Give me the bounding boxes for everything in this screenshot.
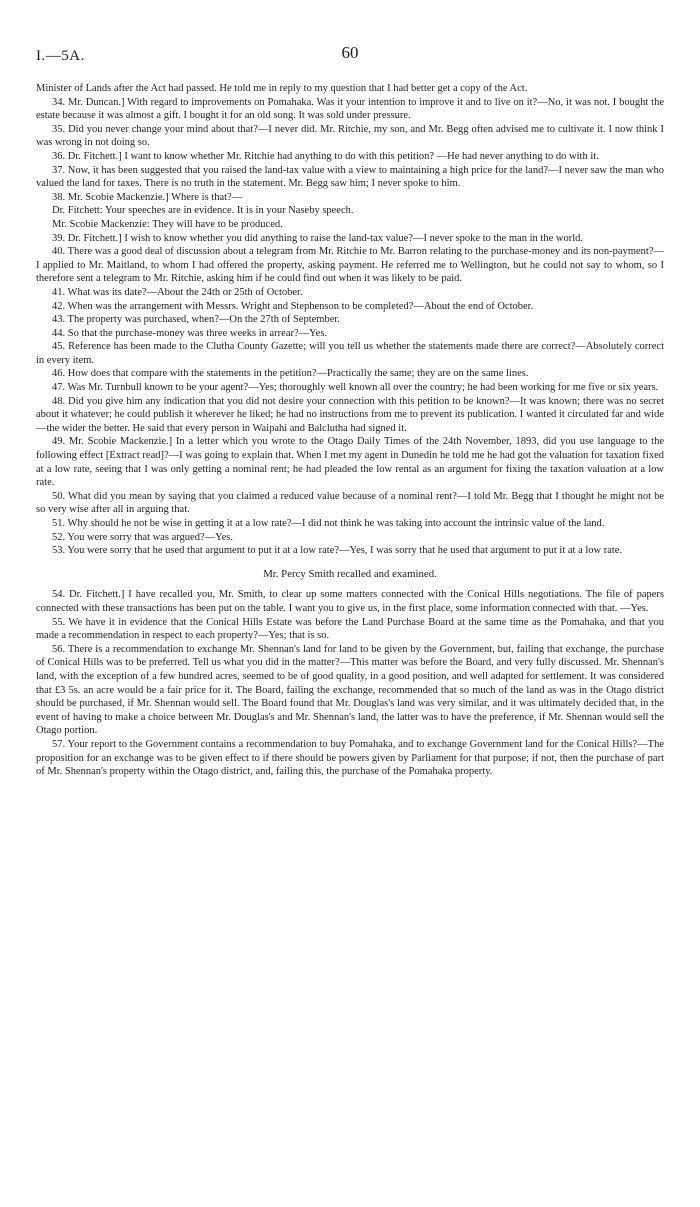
paragraph: 48. Did you give him any indication that you did not desire your connection with this petition to be known?—It was known; there was no secret about it whatever; he could publish it wherever he liked; he had no instructions from me to prevent its publication. I wanted it circulated far and wide—the wider the better. He said that every person in Waipahi and Balclutha had signed it. bbox=[36, 395, 664, 434]
paragraph: 54. Dr. Fitchett.] I have recalled you, Mr. Smith, to clear up some matters connected with the Conical Hills negotiations. The file of papers connected with these transactions has been put on the table. I want you to give us, in the first place, some information connected with that. —Yes. bbox=[36, 589, 664, 614]
paragraph: 50. What did you mean by saying that you claimed a reduced value because of a nominal rent?—I told Mr. Begg that I thought he might not be so very wise after all in arguing that. bbox=[36, 490, 664, 516]
paragraph: 47. Was Mr. Turnbull known to be your agent?—Yes; thoroughly well known all over the country; he had been working for me five or six years. bbox=[52, 382, 659, 394]
paragraph: 39. Dr. Fitchett.] I wish to know whether you did anything to raise the land-tax value?—I never spoke to the man in the world. bbox=[52, 232, 584, 244]
page-header-ref: I.—5A. bbox=[36, 48, 85, 64]
document-body bbox=[36, 82, 664, 779]
paragraph: 51. Why should he not be wise in getting it at a low rate?—I did not think he was taking into account the intrinsic value of the land. bbox=[52, 518, 605, 529]
paragraph: 57. Your report to the Government contains a recommendation to buy Pomahaka, and to exchange Government land for the Conical Hills?—The proposition for an exchange was to be given effect to if there should be powers given by Parliament for that purpose; if not, then the purchase of part of Mr. Shennan's property within the Otago district, and, failing this, the purchase of the Pomahaka property. bbox=[36, 738, 664, 778]
paragraph: 36. Dr. Fitchett.] I want to know whether Mr. Ritchie had anything to do with this petition? —He had never anything to do with it. bbox=[52, 150, 599, 162]
paragraph: 56. There is a recommendation to exchange Mr. Shennan's land for land to be given by the Government, but, failing that exchange, the purchase of Conical Hills was to be preferred. Tell us what you did in the matter?—This matter was before the Board, and very fully discussed. Mr. Shennan's land, with the exception of a few hundred acres, seemed to be of good quality, in a good position, and well adapted for settlement. It was considered that £3 5s. an acre would be a fair price for it. The Board, failing the exchange, recommended that so much of the land as was in the Otago district should be purchased, if Mr. Shennan would sell. The Board found that Mr. Douglas's land was very similar, and it was ultimately decided that, in the event of having to make a choice between Mr. Douglas's and Mr. Shennan's land, the latter was to have the preference, if Mr. Shennan would sell the Otago portion. bbox=[36, 643, 664, 737]
paragraph: 41. What was its date?—About the 24th or 25th of October. bbox=[52, 286, 303, 298]
paragraph: 55. We have it in evidence that the Conical Hills Estate was before the Land Purchase Board at the same time as the Pomahaka, and that you made a recommendation in respect to each property?—Yes; that is so. bbox=[36, 616, 664, 642]
paragraph: 49. Mr. Scobie Mackenzie.] In a letter which you wrote to the Otago Daily Times of the 24th November, 1893, did you use language to the following effect [Extract read]?—I was going to explain that. When I met my agent in Dunedin he told me he had got the valuation for taxation fixed at a low rate, seeing that I was only getting a nominal rent; he had pleaded the low rental as an argument for fixing the taxation valuation at a low rate. bbox=[36, 436, 664, 489]
paragraph: 40. There was a good deal of discussion about a telegram from Mr. Ritchie to Mr. Barron relating to the purchase-money and its non-payment?—I applied to Mr. Maitland, to whom I had offered the property, asking payment. He referred me to Wellington, but he could not say to whom, so I therefore sent a telegram to Mr. Ritchie, asking him if he could find out when it was likely to be paid. bbox=[36, 246, 664, 285]
page-number: 60 bbox=[341, 43, 359, 62]
paragraph: 53. You were sorry that he used that argument to put it at a low rate?—Yes, I was sorry that he used that argument to put it at a low rate. bbox=[52, 545, 623, 557]
paragraph: 44. So that the purchase-money was three weeks in arrear?—Yes. bbox=[52, 327, 328, 339]
paragraph: 43. The property was purchased, when?—On the 27th of September. bbox=[52, 314, 340, 326]
section-heading: Mr. Percy Smith recalled and examined. bbox=[263, 567, 437, 580]
paragraph: 46. How does that compare with the statements in the petition?—Practically the same; they are on the same lines. bbox=[52, 368, 529, 380]
paragraph: Minister of Lands after the Act had passed. He told me in reply to my question that I had better get a copy of the Act. bbox=[36, 83, 528, 94]
paragraph: Mr. Scobie Mackenzie: They will have to be produced. bbox=[52, 218, 283, 230]
paragraph: 42. When was the arrangement with Messrs. Wright and Stephenson to be completed?—About the end of October. bbox=[52, 300, 534, 312]
paragraph: 34. Mr. Duncan.] With regard to improvements on Pomahaka. Was it your intention to improve it and to live on it?—No, it was not. I bought the estate because it was almost a gift. I bought it for an old song. It was sold under pressure. bbox=[36, 96, 664, 122]
paragraph: 45. Reference has been made to the Clutha County Gazette; will you tell us whether the statements made there are correct?—Absolutely correct in every item. bbox=[36, 341, 664, 366]
paragraph: 38. Mr. Scobie Mackenzie.] Where is that?— bbox=[52, 191, 243, 203]
paragraph: Dr. Fitchett: Your speeches are in evidence. It is in your Naseby speech. bbox=[52, 205, 354, 217]
paragraph: 37. Now, it has been suggested that you raised the land-tax value with a view to maintaining a high price for the land?—I never saw the man who valued the land for taxes. There is no truth in the statement. Mr. Begg saw him; I never spoke to him. bbox=[36, 164, 664, 190]
paragraph: 35. Did you never change your mind about that?—I never did. Mr. Ritchie, my son, and Mr. Begg often advised me to cultivate it. I now think I was wrong in not doing so. bbox=[36, 123, 664, 149]
paragraph: 52. You were sorry that was argued?—Yes. bbox=[52, 531, 234, 543]
